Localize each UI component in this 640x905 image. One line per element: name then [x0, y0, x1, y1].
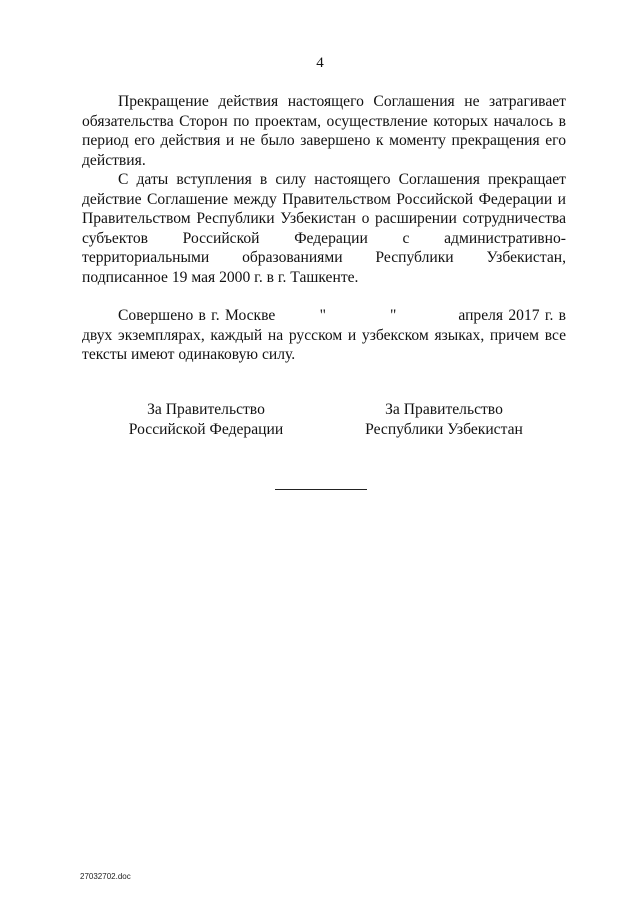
done-clause-start: Совершено в г. Москве: [118, 307, 276, 324]
end-divider: [275, 489, 367, 490]
page-number: 4: [316, 55, 324, 71]
document-body: [82, 92, 566, 365]
quote-open: ": [319, 307, 326, 324]
signature-uzbekistan-line1: За Правительство: [385, 401, 503, 418]
paragraph-termination-effect: Прекращение действия настоящего Соглашения не затрагивает обязательства Сторон по проектам, осуществление которых началось в период его действия и не было завершено к моменту прекращения его действия.: [82, 93, 566, 169]
quote-close: ": [389, 307, 397, 324]
signature-uzbekistan: [344, 400, 544, 439]
done-clause-rest: апреля 2017 г. в двух экземплярах, каждый на русском и узбекском языках, причем все тексты имеют одинаковую силу.: [82, 307, 566, 363]
signature-russia: [106, 400, 306, 439]
signature-russia-line1: За Правительство: [147, 401, 265, 418]
paragraph-done-clause: [82, 306, 566, 365]
signature-russia-line2: Российской Федерации: [128, 420, 284, 438]
footer-filename: 27032702.doc: [80, 872, 131, 881]
signature-uzbekistan-line2: Республики Узбекистан: [365, 420, 523, 438]
paragraph-previous-agreement: С даты вступления в силу настоящего Соглашения прекращает действие Соглашение между Правительством Российской Федерации и Правительством Республики Узбекистан о расширении сотрудничества субъектов Российской Федерации с административно-территориальными образованиями Республики Узбекистан, подписанное 19 мая 2000 г. в г. Ташкенте.: [82, 171, 566, 286]
